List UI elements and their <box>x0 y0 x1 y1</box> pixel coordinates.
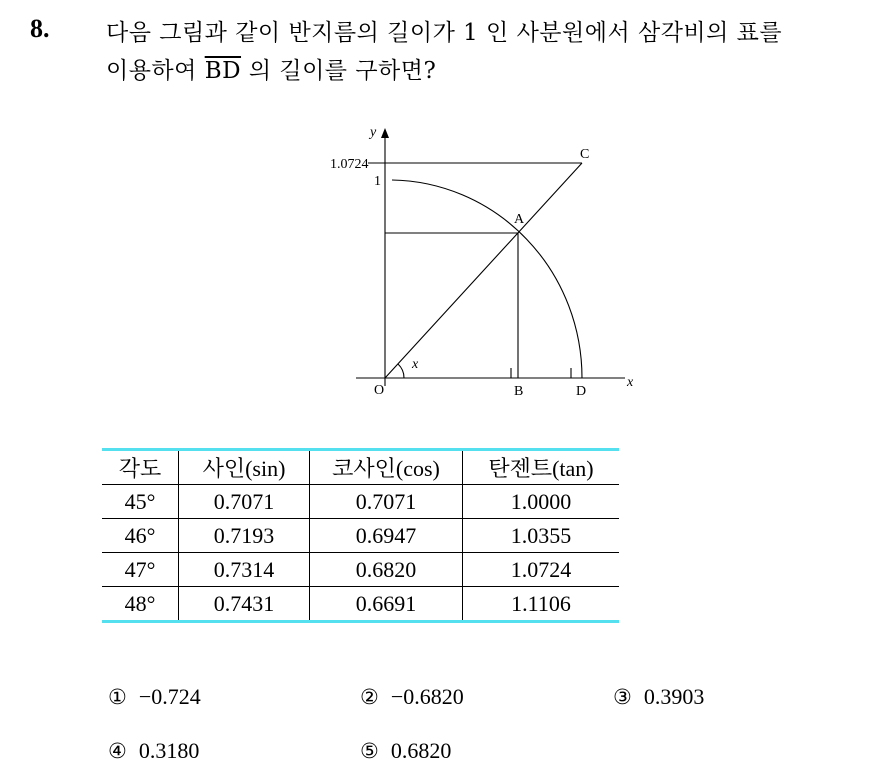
choice-3-text: 0.3903 <box>643 684 705 709</box>
cell-sin: 0.7431 <box>179 587 310 622</box>
stem-line-1: 다음 그림과 같이 반지름의 길이가 1 인 사분원에서 삼각비의 표를 <box>106 20 783 46</box>
cell-cos: 0.7071 <box>310 485 463 519</box>
segment-bd-label: $\overline{BD}$ <box>204 58 242 84</box>
cell-tan: 1.0355 <box>463 519 620 553</box>
table-row <box>102 519 619 553</box>
cell-angle: 46° <box>102 519 179 553</box>
cell-cos: 0.6691 <box>310 587 463 622</box>
point-a-label: A <box>514 212 525 227</box>
choice-1-text: −0.724 <box>138 684 201 709</box>
point-b-label: B <box>514 384 524 399</box>
choice-4-mark: ④ <box>108 739 127 763</box>
header-cos: 코사인(cos) <box>310 450 463 485</box>
tick-label-one: 1 <box>374 174 381 189</box>
header-sin: 사인(sin) <box>179 450 310 485</box>
x-axis-label: x <box>627 375 634 390</box>
cell-angle: 45° <box>102 485 179 519</box>
choice-5-text: 0.6820 <box>390 738 452 763</box>
question-number: 8. <box>30 14 50 43</box>
table-row <box>102 485 619 519</box>
y-axis-label: y <box>370 125 377 140</box>
point-o-label: O <box>374 383 385 398</box>
tick-label-c: 1.0724 <box>330 157 369 172</box>
stem-line-2-pre: 이용하여 <box>106 58 205 84</box>
choice-1[interactable] <box>108 684 201 710</box>
angle-label: x <box>412 357 419 372</box>
cell-angle: 47° <box>102 553 179 587</box>
angle-arc <box>398 364 404 378</box>
header-tan: 탄젠트(tan) <box>463 450 620 485</box>
stem-line-2 <box>106 52 876 90</box>
cell-sin: 0.7193 <box>179 519 310 553</box>
point-d-label: D <box>576 384 587 399</box>
choice-4-text: 0.3180 <box>138 738 200 763</box>
stem-line-2-post: 의 길이를 구하면? <box>241 58 437 84</box>
trig-table <box>102 448 619 623</box>
quarter-arc <box>392 180 582 378</box>
choice-4[interactable] <box>108 738 199 764</box>
choice-2-mark: ② <box>360 685 379 709</box>
header-angle: 각도 <box>102 450 179 485</box>
table-row <box>102 587 619 622</box>
cell-sin: 0.7314 <box>179 553 310 587</box>
question-stem <box>106 14 876 90</box>
choice-3[interactable] <box>613 684 704 710</box>
choice-3-mark: ③ <box>613 685 632 709</box>
point-c-label: C <box>580 147 590 162</box>
cell-tan: 1.1106 <box>511 590 571 616</box>
y-axis-arrow <box>381 128 389 138</box>
choice-5-mark: ⑤ <box>360 739 379 763</box>
choice-2-text: −0.6820 <box>390 684 464 709</box>
table-header-row <box>102 450 619 485</box>
cell-sin: 0.7071 <box>179 485 310 519</box>
line-oc <box>385 163 582 378</box>
choice-1-mark: ① <box>108 685 127 709</box>
choice-2[interactable] <box>360 684 464 710</box>
cell-cos: 0.6947 <box>310 519 463 553</box>
choice-5[interactable] <box>360 738 451 764</box>
cell-angle: 48° <box>102 587 179 622</box>
cell-tan: 1.0724 <box>463 553 620 587</box>
cell-tan: 1.0000 <box>463 485 620 519</box>
quarter-circle-figure <box>318 120 648 405</box>
table-row <box>102 553 619 587</box>
cell-cos: 0.6820 <box>310 553 463 587</box>
